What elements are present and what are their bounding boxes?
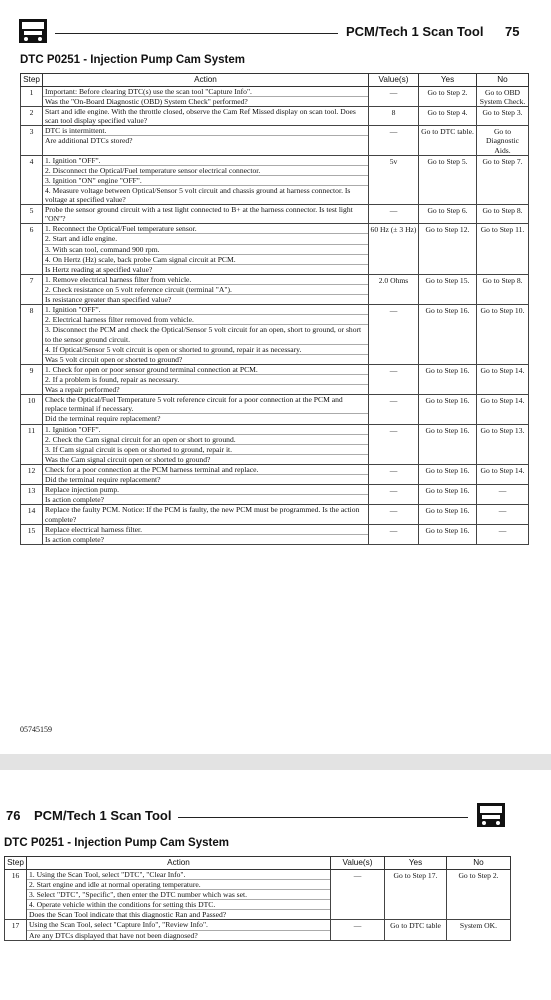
column-header-no: No <box>447 857 511 870</box>
table-body <box>5 869 511 940</box>
step-value: — <box>369 524 419 544</box>
action-line: Was 5 volt circuit open or shorted to ground? <box>45 354 183 364</box>
step-value: 5v <box>369 155 419 205</box>
step-number: 2 <box>21 107 43 126</box>
table-row <box>21 364 529 394</box>
table-row <box>21 126 529 155</box>
action-line: Probe the sensor ground circuit with a test light connected to B+ at the harness connector. Is test light "ON"? <box>45 205 353 224</box>
diagnostic-table <box>20 73 529 545</box>
table-row <box>21 107 529 126</box>
step-action <box>43 224 369 275</box>
step-value: — <box>331 920 385 940</box>
action-line: DTC is intermittent. <box>43 126 368 136</box>
step-action <box>27 920 331 940</box>
step-number: 15 <box>21 524 43 544</box>
action-line: 2. Check resistance on 5 volt reference circuit (terminal "A"). <box>43 285 368 295</box>
column-header-values: Value(s) <box>331 857 385 870</box>
step-yes: Go to Step 16. <box>419 364 477 394</box>
action-line: Using the Scan Tool, select "Capture Info", "Review Info". <box>27 920 330 930</box>
step-number: 8 <box>21 305 43 365</box>
step-yes: Go to DTC table. <box>419 126 477 155</box>
step-number: 9 <box>21 364 43 394</box>
table-row <box>5 869 511 920</box>
step-yes: Go to Step 6. <box>419 205 477 224</box>
action-line: 2. Start and idle engine. <box>43 234 368 244</box>
step-number: 6 <box>21 224 43 275</box>
step-number: 4 <box>21 155 43 205</box>
step-yes: Go to Step 12. <box>419 224 477 275</box>
step-yes: Go to Step 16. <box>419 524 477 544</box>
action-line: Is Hertz reading at specified value? <box>45 264 153 274</box>
table-row <box>5 920 511 940</box>
step-action <box>43 364 369 394</box>
header-rule <box>178 817 468 818</box>
action-line: 3. With scan tool, command 900 rpm. <box>43 245 368 255</box>
action-line: Start and idle engine. With the throttle closed, observe the Cam Ref Missed display on scan tool. Does scan tool display specified value? <box>45 107 356 126</box>
step-action <box>43 155 369 205</box>
page-separator <box>0 754 551 770</box>
table-row <box>21 86 529 106</box>
step-value: — <box>369 485 419 505</box>
table-row <box>21 305 529 365</box>
step-no: Go to OBD System Check. <box>477 86 529 106</box>
step-no: Go to Step 8. <box>477 205 529 224</box>
column-header-yes: Yes <box>419 74 477 87</box>
action-line: 2. If a problem is found, repair as necessary. <box>43 375 368 385</box>
step-yes: Go to Step 16. <box>419 505 477 524</box>
step-no: Go to Step 2. <box>447 869 511 920</box>
column-header-action: Action <box>43 74 369 87</box>
action-line: Did the terminal require replacement? <box>45 475 161 485</box>
step-action <box>43 107 369 126</box>
step-no: Go to Step 11. <box>477 224 529 275</box>
step-no: Go to Step 14. <box>477 395 529 424</box>
action-line: 1. Remove electrical harness filter from vehicle. <box>43 275 368 285</box>
table-row <box>21 274 529 304</box>
action-line: Replace electrical harness filter. <box>43 525 368 535</box>
column-header-yes: Yes <box>385 857 447 870</box>
step-number: 17 <box>5 920 27 940</box>
table-row <box>21 395 529 424</box>
step-number: 1 <box>21 86 43 106</box>
action-line: 3. Select "DTC", "Specific", then enter the DTC number which was set. <box>27 890 330 900</box>
action-line: Was a repair performed? <box>45 385 120 395</box>
step-number: 7 <box>21 274 43 304</box>
step-value: 60 Hz (± 3 Hz) <box>369 224 419 275</box>
step-value: — <box>369 395 419 424</box>
step-yes: Go to DTC table <box>385 920 447 940</box>
diagnostic-table <box>4 856 511 941</box>
table-row <box>21 505 529 524</box>
step-yes: Go to Step 16. <box>419 305 477 365</box>
table-row <box>21 155 529 205</box>
action-line: Replace the faulty PCM. Notice: If the PCM is faulty, the new PCM must be programmed. Is the action complete? <box>45 505 360 524</box>
table-row <box>21 465 529 485</box>
step-action <box>43 305 369 365</box>
action-line: 2. Check the Cam signal circuit for an open or short to ground. <box>43 435 368 445</box>
action-line: Is action complete? <box>45 495 105 505</box>
step-action <box>43 126 369 155</box>
step-no: Go to Diagnostic Aids. <box>477 126 529 155</box>
action-line: 1. Ignition "OFF". <box>43 156 368 166</box>
step-value: — <box>369 205 419 224</box>
step-action <box>43 424 369 464</box>
step-yes: Go to Step 17. <box>385 869 447 920</box>
page-header-title: PCM/Tech 1 Scan Tool <box>34 808 172 823</box>
step-action <box>43 86 369 106</box>
step-yes: Go to Step 4. <box>419 107 477 126</box>
step-action <box>43 505 369 524</box>
vehicle-logo-icon <box>476 802 506 828</box>
step-yes: Go to Step 2. <box>419 86 477 106</box>
manual-page-76 <box>0 770 551 1000</box>
page-header-title: PCM/Tech 1 Scan Tool <box>346 24 484 39</box>
step-value: — <box>369 126 419 155</box>
action-line: 4. On Hertz (Hz) scale, back probe Cam signal circuit at PCM. <box>43 255 368 265</box>
action-line: 3. Ignition "ON" engine "OFF". <box>43 176 368 186</box>
dtc-title: DTC P0251 - Injection Pump Cam System <box>4 837 229 849</box>
vehicle-logo-icon <box>18 18 48 44</box>
step-yes: Go to Step 16. <box>419 395 477 424</box>
page-number: 75 <box>505 24 520 39</box>
table-body <box>21 86 529 544</box>
step-no: — <box>477 524 529 544</box>
action-line: Important: Before clearing DTC(s) use the scan tool "Capture Info". <box>43 87 368 97</box>
step-value: — <box>369 424 419 464</box>
step-no: — <box>477 505 529 524</box>
step-number: 3 <box>21 126 43 155</box>
header-rule <box>55 33 338 34</box>
action-line: Check the Optical/Fuel Temperature 5 volt reference circuit for a poor connection at the PCM and replace terminal if necessary. <box>43 395 368 414</box>
action-line: Are any DTCs displayed that have not been diagnosed? <box>29 930 198 940</box>
step-number: 11 <box>21 424 43 464</box>
action-line: Check for a poor connection at the PCM harness terminal and replace. <box>43 465 368 475</box>
step-action <box>43 205 369 224</box>
step-number: 12 <box>21 465 43 485</box>
step-yes: Go to Step 5. <box>419 155 477 205</box>
step-value: 2.0 Ohms <box>369 274 419 304</box>
step-action <box>43 524 369 544</box>
table-row <box>21 205 529 224</box>
action-line: Is action complete? <box>45 534 105 544</box>
step-number: 14 <box>21 505 43 524</box>
step-value: — <box>369 505 419 524</box>
action-line: 2. Disconnect the Optical/Fuel temperature sensor electrical connector. <box>43 166 368 176</box>
step-no: Go to Step 10. <box>477 305 529 365</box>
action-line: Was the "On-Board Diagnostic (OBD) System Check" performed? <box>45 96 248 106</box>
step-yes: Go to Step 16. <box>419 465 477 485</box>
table-row <box>21 224 529 275</box>
step-action <box>43 465 369 485</box>
table-row <box>21 524 529 544</box>
action-line: 1. Check for open or poor sensor ground terminal connection at PCM. <box>43 365 368 375</box>
step-no: Go to Step 14. <box>477 465 529 485</box>
step-value: 8 <box>369 107 419 126</box>
step-value: — <box>369 364 419 394</box>
step-no: System OK. <box>447 920 511 940</box>
action-line: Did the terminal require replacement? <box>45 414 161 424</box>
step-number: 5 <box>21 205 43 224</box>
step-yes: Go to Step 16. <box>419 485 477 505</box>
step-value: — <box>331 869 385 920</box>
column-header-values: Value(s) <box>369 74 419 87</box>
step-number: 13 <box>21 485 43 505</box>
step-no: — <box>477 485 529 505</box>
action-line: 1. Using the Scan Tool, select "DTC", "Clear Info". <box>27 870 330 880</box>
column-header-step: Step <box>5 857 27 870</box>
action-line: 1. Ignition "OFF". <box>43 425 368 435</box>
step-action <box>43 395 369 424</box>
action-line: 1. Ignition "OFF". <box>43 305 368 315</box>
step-no: Go to Step 13. <box>477 424 529 464</box>
table-row <box>21 424 529 464</box>
step-value: — <box>369 305 419 365</box>
step-value: — <box>369 465 419 485</box>
step-number: 10 <box>21 395 43 424</box>
action-line: Replace injection pump. <box>43 485 368 495</box>
step-action <box>27 869 331 920</box>
action-line: 3. If Cam signal circuit is open or shorted to ground, repair it. <box>43 445 368 455</box>
action-line: Is resistance greater than specified value? <box>45 295 172 305</box>
action-line: 3. Disconnect the PCM and check the Optical/Sensor 5 volt circuit for an open, short to ground, or short to the sensor ground circuit. <box>43 325 368 344</box>
page-number: 76 <box>6 808 21 823</box>
action-line: 4. Operate vehicle within the conditions for setting this DTC. <box>27 900 330 910</box>
step-value: — <box>369 86 419 106</box>
action-line: 2. Electrical harness filter removed from vehicle. <box>43 315 368 325</box>
action-line: 4. Measure voltage between Optical/Sensor 5 volt circuit and chassis ground at harness connector. Is voltage at specified value? <box>45 185 351 205</box>
column-header-step: Step <box>21 74 43 87</box>
step-yes: Go to Step 16. <box>419 424 477 464</box>
step-no: Go to Step 3. <box>477 107 529 126</box>
table-row <box>21 485 529 505</box>
step-no: Go to Step 7. <box>477 155 529 205</box>
action-line: 2. Start engine and idle at normal operating temperature. <box>27 880 330 890</box>
column-header-action: Action <box>27 857 331 870</box>
column-header-no: No <box>477 74 529 87</box>
step-yes: Go to Step 15. <box>419 274 477 304</box>
step-no: Go to Step 14. <box>477 364 529 394</box>
dtc-title: DTC P0251 - Injection Pump Cam System <box>20 54 245 66</box>
action-line: 4. If Optical/Sensor 5 volt circuit is open or shorted to ground, repair it as necessary. <box>43 345 368 355</box>
action-line: Does the Scan Tool indicate that this diagnostic Ran and Passed? <box>29 910 227 920</box>
step-action <box>43 274 369 304</box>
action-line: Was the Cam signal circuit open or shorted to ground? <box>45 454 211 464</box>
action-line: Are additional DTCs stored? <box>45 136 133 146</box>
step-no: Go to Step 8. <box>477 274 529 304</box>
step-number: 16 <box>5 869 27 920</box>
step-action <box>43 485 369 505</box>
footer-code: 05745159 <box>20 725 52 734</box>
action-line: 1. Reconnect the Optical/Fuel temperature sensor. <box>43 224 368 234</box>
